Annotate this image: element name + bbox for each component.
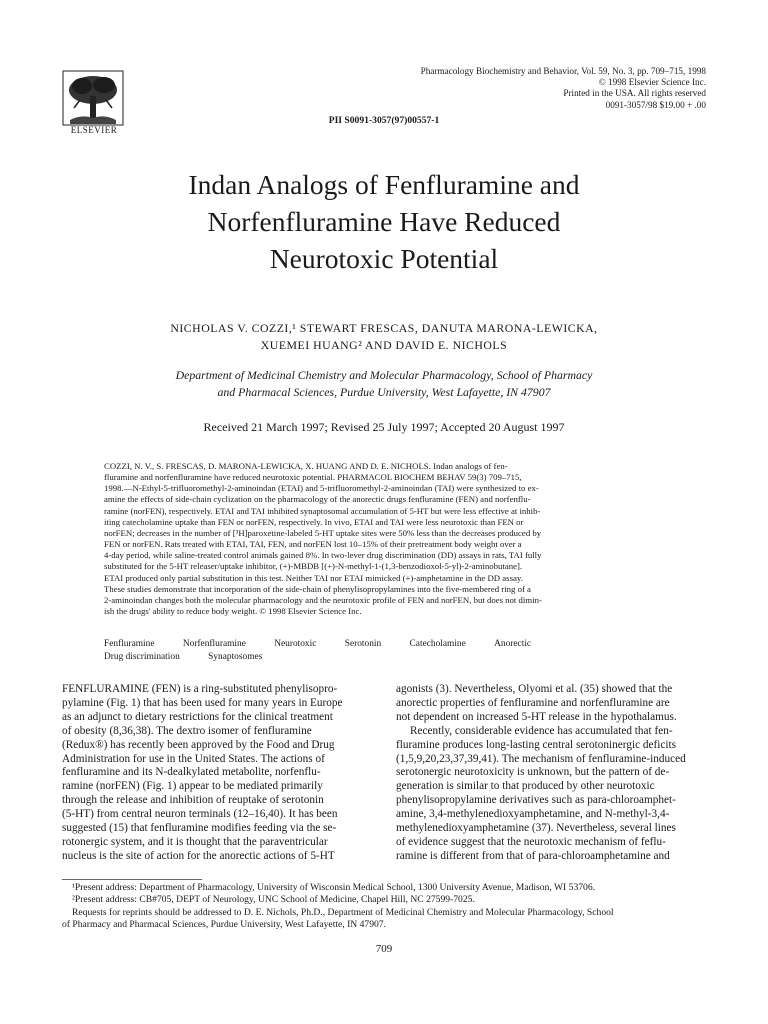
abstract-line: amine the effects of side-chain cyclization on the pharmacology of the anorectic drugs fenfluramine (FEN) and norfenflu-: [104, 494, 531, 505]
abstract-line: 1998.—N-Ethyl-5-trifluoromethyl-2-aminoindan (ETAI) and 5-trifluoromethyl-2-aminoindan (TAI) were synthesized to ex-: [104, 483, 539, 494]
title-line: Indan Analogs of Fenfluramine and: [188, 169, 580, 200]
rights-line: Printed in the USA. All rights reserved: [563, 88, 706, 99]
body-line: (1,5,9,20,23,37,39,41). The mechanism of fenfluramine-induced: [396, 752, 686, 765]
title-line: Neurotoxic Potential: [269, 243, 499, 274]
keywords: [104, 638, 665, 664]
body-line: fenfluramine and its N-dealkylated metabolite, norfenflu-: [62, 766, 321, 779]
keyword: Serotonin: [344, 639, 382, 649]
received-dates: Received 21 March 1997; Revised 25 July 1997; Accepted 20 August 1997: [203, 420, 565, 434]
reprint-request-cont: of Pharmacy and Pharmacal Sciences, Purdue University, West Lafayette, IN 47907.: [62, 919, 386, 931]
abstract-line: 4-day period, while saline-treated control animals gained 8%. In two-lever drug discrimination (DD) assays in rats, TAI fully: [104, 550, 542, 561]
abstract-line: ETAI produced only partial substitution in this test. Neither TAI nor ETAI mimicked (+)-amphetamine in the DD assay.: [104, 572, 523, 583]
body-line: pylamine (Fig. 1) that has been used for many years in Europe: [62, 696, 343, 709]
journal-citation: Pharmacology Biochemistry and Behavior, Vol. 59, No. 3, pp. 709–715, 1998: [420, 66, 706, 76]
abstract-line: COZZI, N. V., S. FRESCAS, D. MARONA-LEWICKA, X. HUANG AND D. E. NICHOLS. Indan analogs of fen-: [104, 461, 508, 471]
body-line: rotonergic system, and it is thought that the paraventricular: [62, 835, 328, 848]
body-line: phenylisopropylamine derivatives such as para-chloroamphet-: [396, 794, 676, 807]
body-line: ramine (norFEN) (Fig. 1) appear to be mediated primarily: [62, 780, 323, 793]
authors: [90, 320, 678, 354]
body-line: (Redux®) has recently been approved by the Food and Drug: [62, 738, 335, 751]
body-line: methylenedioxyamphetamine (37). Nevertheless, several lines: [396, 822, 676, 835]
journal-info: [346, 66, 706, 111]
page-number: 709: [375, 943, 393, 955]
body-line: fluramine produces long-lasting central serotoninergic deficits: [396, 738, 677, 751]
body-line: of evidence suggest that the neurotoxic mechanism of feflu-: [396, 835, 666, 848]
keyword: Fenfluramine: [104, 639, 155, 649]
abstract-line: ish the drugs' ability to reduce body weight. © 1998 Elsevier Science Inc.: [104, 606, 362, 617]
body-column-left: [62, 683, 374, 864]
body-line: suggested (15) that fenfluramine modifies feeding via the se-: [62, 822, 337, 835]
body-line: Administration for use in the United States. The actions of: [62, 752, 325, 765]
body-line: Recently, considerable evidence has accumulated that fen-: [410, 724, 673, 737]
body-line: nucleus is the site of action for the anorectic actions of 5-HT: [62, 849, 335, 862]
body-line: not dependent on increased 5-HT release in the hypothalamus.: [396, 710, 677, 723]
body-line: agonists (3). Nevertheless, Olyomi et al. (35) showed that the: [396, 683, 673, 695]
article-title: [100, 166, 668, 277]
affiliation-line: Department of Medicinal Chemistry and Molecular Pharmacology, School of Pharmacy: [175, 368, 593, 382]
abstract-line: ramine (norFEN), respectively. ETAI and TAI inhibited synaptosomal accumulation of 5-HT but were less effective at inhib-: [104, 505, 541, 516]
reprint-request: Requests for reprints should be addressed to D. E. Nichols, Ph.D., Department of Medicinal Chemistry and Molecular Pharmacology, School: [72, 906, 614, 918]
pii-identifier: PII S0091-3057(97)00557-1: [328, 115, 440, 126]
affiliation-line: and Pharmacal Sciences, Purdue University, West Lafayette, IN 47907: [217, 384, 551, 399]
publisher-name: ELSEVIER: [70, 125, 118, 135]
issn-price-line: 0091-3057/98 $19.00 + .00: [605, 99, 706, 110]
title-line: Norfenfluramine Have Reduced: [207, 206, 561, 237]
abstract-line: iting catecholamine uptake than FEN or norFEN, respectively. In vivo, ETAI and TAI were less neurotoxic than FEN or: [104, 516, 524, 527]
body-line: as an adjunct to dietary restrictions for the clinical treatment: [62, 710, 333, 723]
body-line: (5-HT) from central neuron terminals (12–16,40). It has been: [62, 808, 338, 821]
abstract-line: 2-aminoindan changes both the molecular pharmacology and the neurotoxic profile of FEN and norFEN, but does not dimin-: [104, 594, 542, 605]
affiliation: [120, 367, 648, 400]
keyword: Synaptosomes: [208, 652, 263, 662]
authors-line: XUEMEI HUANG² AND DAVID E. NICHOLS: [260, 338, 508, 352]
body-line: anorectic properties of fenfluramine and norfenfluramine are: [396, 696, 670, 709]
footnote-2: ²Present address: CB#705, DEPT of Neurology, UNC School of Medicine, Chapel Hill, NC 27599-7025.: [72, 894, 475, 906]
keyword: Drug discrimination: [104, 652, 180, 662]
footnote-divider: [62, 879, 202, 880]
copyright-line: © 1998 Elsevier Science Inc.: [598, 77, 706, 88]
body-line: amine, 3,4-methylenedioxyamphetamine, and N-methyl-3,4-: [396, 808, 670, 821]
keyword: Anorectic: [494, 639, 532, 649]
body-line: FENFLURAMINE (FEN) is a ring-substituted phenylisopro-: [62, 683, 338, 695]
authors-line: NICHOLAS V. COZZI,¹ STEWART FRESCAS, DANUTA MARONA-LEWICKA,: [170, 321, 598, 335]
keyword: Neurotoxic: [274, 639, 317, 649]
body-line: of obesity (8,36,38). The dextro isomer of fenfluramine: [62, 724, 312, 737]
abstract: [104, 461, 665, 617]
abstract-line: These studies demonstrate that incorporation of the side-chain of phenylisopropylamines into the five-membered ring of a: [104, 583, 531, 594]
keywords-row: [104, 638, 665, 651]
body-line: through the release and inhibition of reuptake of serotonin: [62, 794, 324, 807]
body-line: generation is similar to that produced by other neurotoxic: [396, 780, 655, 793]
abstract-line: FEN or norFEN. Rats treated with ETAI, TAI, FEN, and norFEN lost 10–15% of their pretreatment body weight over a: [104, 539, 522, 550]
abstract-line: fluramine and norfenfluramine have reduced neurotoxic potential. PHARMACOL BIOCHEM BEHAV 59(3) 709–715,: [104, 472, 522, 483]
keyword: Norfenfluramine: [182, 639, 246, 649]
body-column-right: [396, 683, 708, 864]
abstract-line: substituted for the 5-HT releaser/uptake inhibitor, (+)-MBDB [(+)-N-methyl-1-(1,3-benzodioxol-5-yl)-2-aminobutane].: [104, 561, 523, 572]
footnote-1: ¹Present address: Department of Pharmacology, University of Wisconsin Medical School, 1300 University Avenue, Madison, WI 53706.: [72, 882, 596, 893]
abstract-line: norFEN; decreases in the number of [³H]paroxetine-labeled 5-HT uptake sites were 50% less than the decreases produced by: [104, 527, 542, 538]
body-line: ramine is different from that of para-chloroamphetamine and: [396, 849, 670, 862]
body-line: serotonergic neurotoxicity is unknown, but the pattern of de-: [396, 766, 670, 779]
footnotes: [62, 882, 710, 932]
keyword: Catecholamine: [409, 639, 466, 649]
keywords-row: [104, 651, 665, 664]
